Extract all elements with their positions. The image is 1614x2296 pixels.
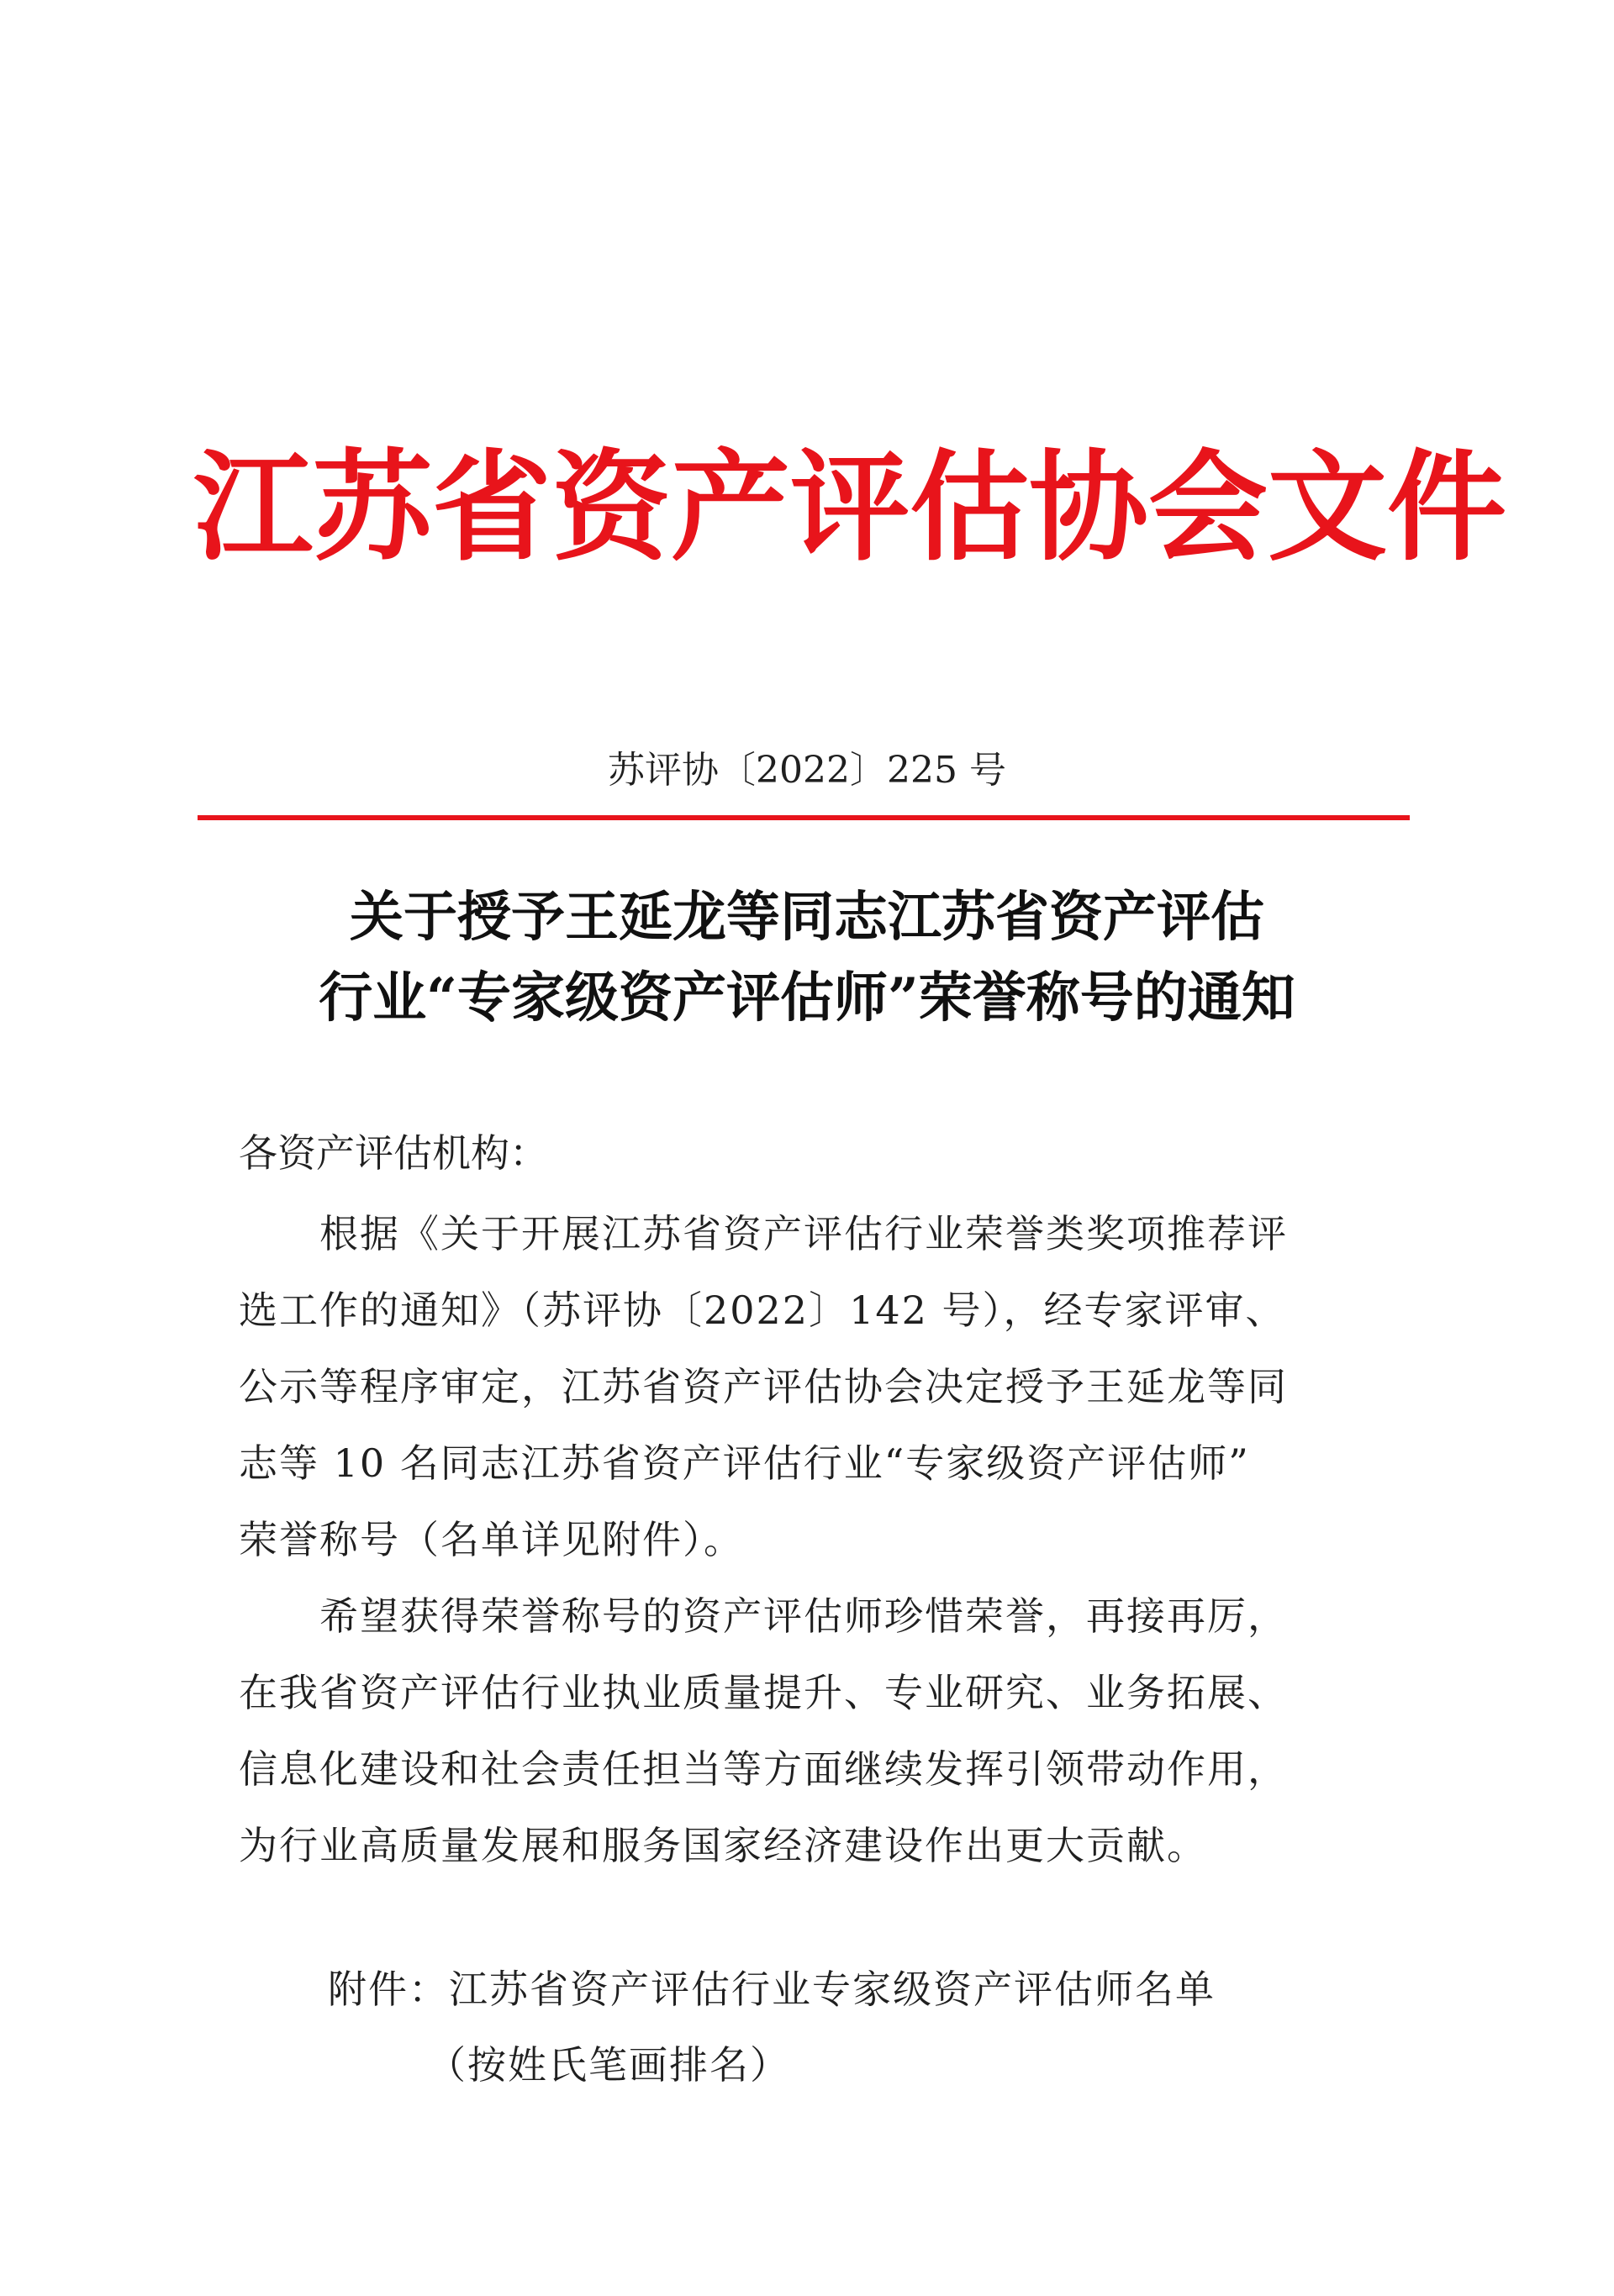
- attachment-note: （按姓氏笔画排名）: [427, 2042, 790, 2088]
- body-paragraph-line: 根据《关于开展江苏省资产评估行业荣誉类奖项推荐评: [239, 1211, 1288, 1256]
- document-title-line-2: 行业“专家级资产评估师”荣誉称号的通知: [319, 966, 1295, 1030]
- body-paragraph-line: 荣誉称号（名单详见附件）。: [239, 1517, 744, 1562]
- body-paragraph-line: 希望获得荣誉称号的资产评估师珍惜荣誉，再接再厉，: [239, 1593, 1288, 1639]
- body-paragraph-line: 志等 10 名同志江苏省资产评估行业“专家级资产评估师”: [239, 1440, 1250, 1486]
- organization-header: 江苏省资产评估协会文件: [193, 439, 1506, 577]
- document-number: 苏评协〔2022〕225 号: [608, 749, 1006, 792]
- salutation: 各资产评估机构：: [239, 1130, 548, 1176]
- attachment-label: 附件：江苏省资产评估行业专家级资产评估师名单: [328, 1967, 1216, 2012]
- body-paragraph-line: 信息化建设和社会责任担当等方面继续发挥引领带动作用，: [239, 1746, 1288, 1792]
- red-divider-line: [198, 815, 1410, 820]
- body-paragraph-line: 选工作的通知》（苏评协〔2022〕142 号），经专家评审、: [239, 1288, 1286, 1333]
- body-paragraph-line: 在我省资产评估行业执业质量提升、专业研究、业务拓展、: [239, 1670, 1288, 1715]
- body-paragraph-line: 公示等程序审定，江苏省资产评估协会决定授予王延龙等同: [239, 1364, 1288, 1409]
- body-paragraph-line: 为行业高质量发展和服务国家经济建设作出更大贡献。: [239, 1823, 1207, 1868]
- document-title-line-1: 关于授予王延龙等同志江苏省资产评估: [350, 886, 1264, 949]
